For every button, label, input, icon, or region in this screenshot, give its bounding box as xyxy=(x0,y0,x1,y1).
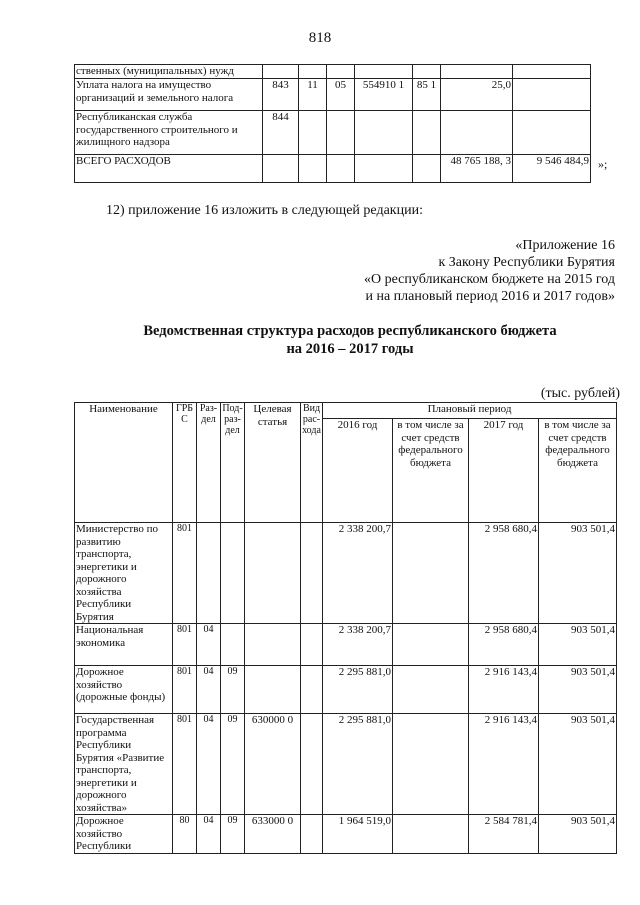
amount-2017-cell: 2 584 781,4 xyxy=(469,815,539,854)
fed-2016-cell xyxy=(393,815,469,854)
row-name: Уплата налога на имущество организаций и земельного налога xyxy=(75,79,263,111)
table-row xyxy=(75,65,591,79)
annex-line: к Закону Республики Бурятия xyxy=(438,255,615,270)
amount-2016-cell: 2 295 881,0 xyxy=(323,714,393,815)
continued-expense-table xyxy=(74,64,591,183)
csr-cell xyxy=(245,523,301,624)
row-name: Национальная экономика xyxy=(75,624,173,666)
row-name: Государственная программа Республики Бурятия «Развитие транспорта, энергетики и дорожного хозяйства» xyxy=(75,714,173,815)
annex-line: «О республиканском бюджете на 2015 год xyxy=(364,272,615,287)
vr-cell xyxy=(301,815,323,854)
grbs-cell: 844 xyxy=(263,111,299,155)
total-2017-cell: 9 546 484,9 xyxy=(513,155,591,183)
fed-2017-cell: 903 501,4 xyxy=(539,523,617,624)
document-title xyxy=(0,322,640,358)
fed-2016-cell xyxy=(393,523,469,624)
grbs-cell: 801 xyxy=(173,666,197,714)
fed-2016-cell xyxy=(393,714,469,815)
header-pr: Под-раз-дел xyxy=(221,403,245,523)
header-planned-period: Плановый период xyxy=(323,403,617,419)
csr-cell xyxy=(245,624,301,666)
rz-cell: 04 xyxy=(197,815,221,854)
table-row xyxy=(75,624,617,666)
row-name: Республиканская служба государственного строительного и жилищного надзора xyxy=(75,111,263,155)
annex-line: «Приложение 16 xyxy=(515,238,615,253)
total-2016-cell: 48 765 188, 3 xyxy=(441,155,513,183)
header-fed-2016: в том числе за счет средств федерального бюджета xyxy=(393,419,469,523)
title-line: Ведомственная структура расходов республиканского бюджета xyxy=(143,323,557,339)
rz-cell: 11 xyxy=(299,79,327,111)
pr-cell: 05 xyxy=(327,79,355,111)
header-rz: Раз-дел xyxy=(197,403,221,523)
pr-cell xyxy=(221,523,245,624)
units-label: (тыс. рублей) xyxy=(540,386,620,401)
page-number: 818 xyxy=(308,30,332,46)
table-row xyxy=(75,79,591,111)
amount-2016-cell: 2 295 881,0 xyxy=(323,666,393,714)
header-name: Наименование xyxy=(75,403,173,523)
header-fed-2017: в том числе за счет средств федерального бюджета xyxy=(539,419,617,523)
rz-cell xyxy=(197,523,221,624)
departmental-structure-table xyxy=(74,402,617,854)
csr-cell: 630000 0 xyxy=(245,714,301,815)
annex-line: и на плановый период 2016 и 2017 годов» xyxy=(365,289,615,304)
amount-2016-cell: 2 338 200,7 xyxy=(323,624,393,666)
row-name: Дорожное хозяйство (дорожные фонды) xyxy=(75,666,173,714)
vr-cell xyxy=(301,624,323,666)
fed-2017-cell: 903 501,4 xyxy=(539,666,617,714)
pr-cell: 09 xyxy=(221,666,245,714)
vr-cell: 85 1 xyxy=(413,79,441,111)
title-line: на 2016 – 2017 годы xyxy=(286,341,414,357)
csr-cell xyxy=(245,666,301,714)
amount-2016-cell: 2 338 200,7 xyxy=(323,523,393,624)
pr-cell xyxy=(221,624,245,666)
row-name: Министерство по развитию транспорта, энергетики и дорожного хозяйства Республики Бурятия xyxy=(75,523,173,624)
rz-cell: 04 xyxy=(197,624,221,666)
table-row xyxy=(75,714,617,815)
table-row xyxy=(75,815,617,854)
amount-2017-cell: 2 916 143,4 xyxy=(469,714,539,815)
vr-cell xyxy=(301,523,323,624)
row-name: ственных (муниципальных) нужд xyxy=(75,65,263,79)
table-row xyxy=(75,523,617,624)
header-vr: Вид рас-хода xyxy=(301,403,323,523)
grbs-cell: 801 xyxy=(173,714,197,815)
table-row xyxy=(75,111,591,155)
table-row xyxy=(75,666,617,714)
fed-2017-cell: 903 501,4 xyxy=(539,624,617,666)
grbs-cell: 80 xyxy=(173,815,197,854)
pr-cell: 09 xyxy=(221,815,245,854)
grbs-cell: 801 xyxy=(173,523,197,624)
grbs-cell: 801 xyxy=(173,624,197,666)
table-row xyxy=(75,155,591,183)
row-name: Дорожное хозяйство Республики xyxy=(75,815,173,854)
header-grbs: ГРБС xyxy=(173,403,197,523)
header-row xyxy=(75,403,617,419)
header-2017: 2017 год xyxy=(469,419,539,523)
fed-2017-cell: 903 501,4 xyxy=(539,815,617,854)
grbs-cell: 843 xyxy=(263,79,299,111)
amount-2017-cell: 2 958 680,4 xyxy=(469,523,539,624)
fed-2016-cell xyxy=(393,666,469,714)
amount-2016-cell: 1 964 519,0 xyxy=(323,815,393,854)
csr-cell: 554910 1 xyxy=(355,79,413,111)
closing-quote-mark: »; xyxy=(598,157,608,171)
rz-cell: 04 xyxy=(197,714,221,815)
amount-2017-cell: 2 916 143,4 xyxy=(469,666,539,714)
annex-header xyxy=(215,237,615,305)
row-name: ВСЕГО РАСХОДОВ xyxy=(75,155,263,183)
csr-cell: 633000 0 xyxy=(245,815,301,854)
header-2016: 2016 год xyxy=(323,419,393,523)
amount-cell: 25,0 xyxy=(441,79,513,111)
header-csr: Целевая статья xyxy=(245,403,301,523)
rz-cell: 04 xyxy=(197,666,221,714)
amendment-paragraph: 12) приложение 16 изложить в следующей редакции: xyxy=(106,203,423,218)
amount-2017-cell: 2 958 680,4 xyxy=(469,624,539,666)
fed-2017-cell: 903 501,4 xyxy=(539,714,617,815)
vr-cell xyxy=(301,666,323,714)
pr-cell: 09 xyxy=(221,714,245,815)
vr-cell xyxy=(301,714,323,815)
fed-2016-cell xyxy=(393,624,469,666)
